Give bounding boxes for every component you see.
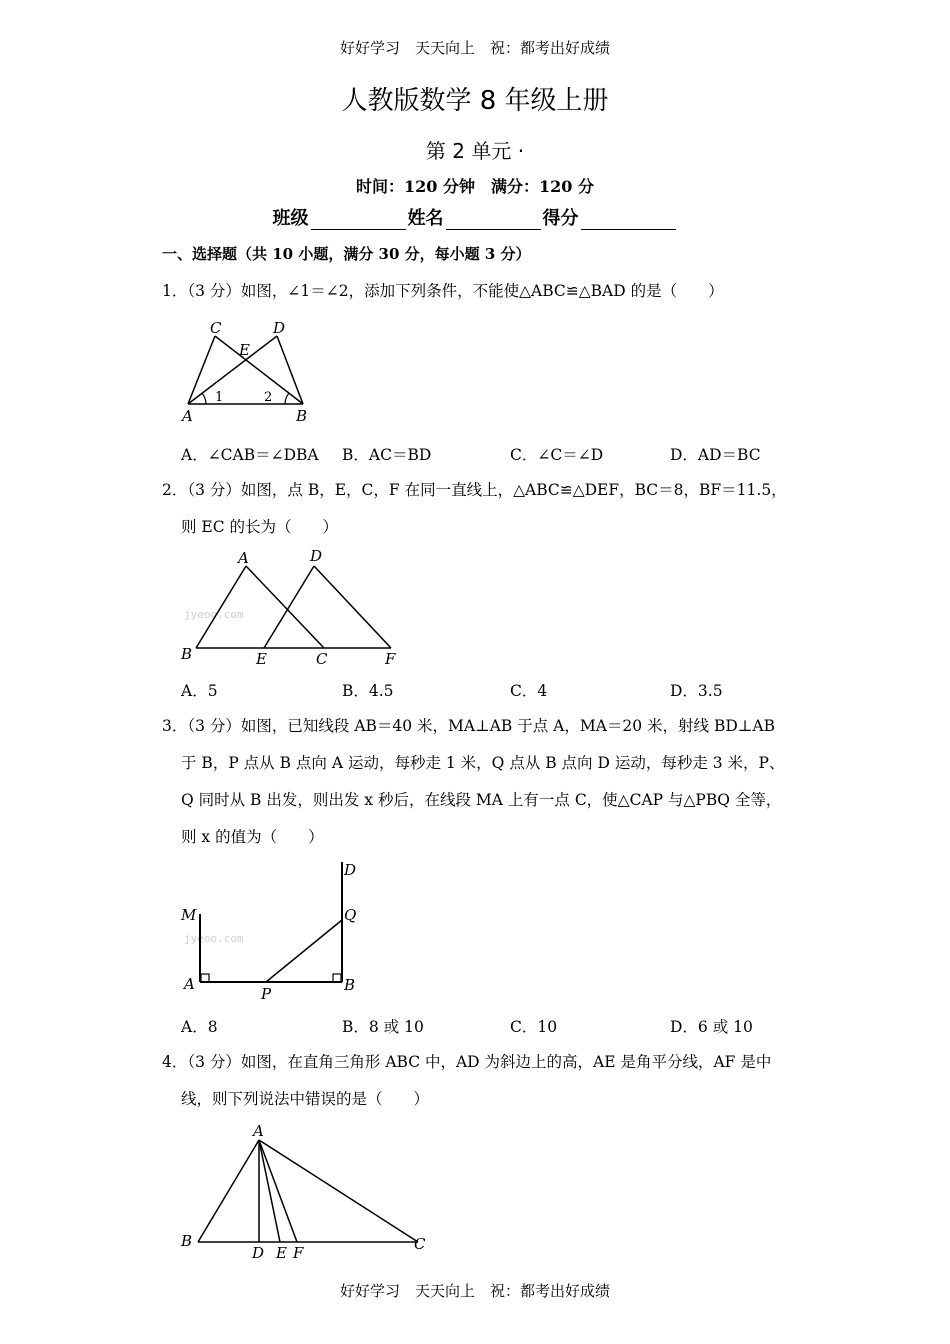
q2-option-d[interactable]: D．3.5 — [670, 682, 723, 700]
label-d: D — [310, 547, 323, 565]
label-d: D — [344, 861, 357, 879]
time-score: 时间：120 分钟 满分：120 分 — [356, 177, 594, 196]
label-a: A — [184, 975, 195, 993]
label-c: C — [210, 319, 222, 337]
q3-option-d[interactable]: D．6 或 10 — [670, 1018, 753, 1036]
question-3-line-2: 于 B，P 点从 B 点向 A 运动，每秒走 1 米，Q 点从 B 点向 D 运动，每秒走 3 米，P、 — [181, 754, 785, 772]
page-title: 人教版数学 8 年级上册 — [341, 86, 609, 116]
question-3-line-1: 3．（3 分）如图，已知线段 AB＝40 米，MA⊥AB 于点 A，MA＝20 米，射线 BD⊥AB — [162, 717, 775, 735]
label-c: C — [414, 1235, 426, 1253]
question-2-line-1: 2．（3 分）如图，点 B，E，C，F 在同一直线上，△ABC≌△DEF，BC＝8，BF＝11.5， — [162, 481, 787, 499]
label-e: E — [256, 650, 267, 668]
class-blank[interactable] — [311, 211, 406, 230]
label-c: C — [316, 650, 328, 668]
question-1-figure — [180, 315, 330, 427]
question-4-line-1: 4．（3 分）如图，在直角三角形 ABC 中，AD 为斜边上的高，AE 是角平分线，AF 是中 — [162, 1053, 772, 1071]
q3-option-c[interactable]: C．10 — [510, 1018, 558, 1036]
label-m: M — [181, 906, 197, 924]
name-blank[interactable] — [446, 211, 541, 230]
question-4-line-2: 线，则下列说法中错误的是（ ） — [181, 1090, 430, 1108]
segment-af — [259, 1140, 297, 1242]
segment-ac — [246, 566, 324, 648]
label-e: E — [276, 1244, 287, 1262]
q2-option-a[interactable]: A．5 — [181, 682, 218, 700]
question-1-text: 1．（3 分）如图，∠1＝∠2，添加下列条件，不能使△ABC≌△BAD 的是（ ） — [162, 282, 724, 300]
label-a: A — [238, 549, 249, 567]
label-b: B — [181, 645, 193, 663]
student-info — [0, 204, 950, 230]
segment-ac — [259, 1140, 418, 1242]
label-b: B — [344, 976, 356, 994]
label-b: B — [181, 1232, 193, 1250]
label-a: A — [253, 1122, 264, 1140]
question-4-figure — [176, 1120, 436, 1265]
score-blank[interactable] — [581, 211, 676, 230]
label-a: A — [182, 407, 193, 425]
segment-ab — [198, 1140, 259, 1242]
question-2-figure — [176, 546, 406, 671]
page-footer: 好好学习 天天向上 祝：都考出好成绩 — [339, 1282, 610, 1300]
question-3-figure — [176, 858, 376, 1003]
label-f: F — [385, 650, 396, 668]
q3-option-a[interactable]: A．8 — [181, 1018, 218, 1036]
page-header: 好好学习 天天向上 祝：都考出好成绩 — [339, 39, 610, 57]
unit-label: 第 2 单元 · — [425, 139, 525, 163]
question-3-line-4: 则 x 的值为（ ） — [181, 828, 324, 846]
name-label: 姓名 — [407, 208, 444, 229]
angle-2-arc — [285, 393, 289, 404]
q3-option-b[interactable]: B．8 或 10 — [342, 1018, 424, 1036]
q2-option-b[interactable]: B．4.5 — [342, 682, 394, 700]
right-angle-b — [333, 974, 341, 982]
label-f: F — [293, 1244, 304, 1262]
label-d: D — [273, 319, 286, 337]
q1-option-c[interactable]: C．∠C＝∠D — [510, 446, 604, 464]
label-b: B — [296, 407, 308, 425]
question-3-line-3: Q 同时从 B 出发，则出发 x 秒后，在线段 MA 上有一点 C，使△CAP 与△PBQ 全等， — [181, 791, 782, 809]
label-d: D — [252, 1244, 265, 1262]
score-label: 得分 — [542, 208, 579, 229]
class-label: 班级 — [272, 208, 309, 229]
watermark: jyeoo.com — [184, 608, 244, 621]
label-p: P — [261, 985, 272, 1003]
label-angle-1: 1 — [215, 390, 224, 405]
angle-1-arc — [202, 393, 206, 404]
label-q: Q — [344, 906, 357, 924]
q2-option-c[interactable]: C．4 — [510, 682, 548, 700]
segment-pq — [266, 920, 342, 982]
q1-option-d[interactable]: D．AD＝BC — [670, 446, 761, 464]
q1-option-a[interactable]: A．∠CAB＝∠DBA — [181, 446, 319, 464]
segment-ae — [259, 1140, 280, 1242]
segment-df — [314, 566, 391, 648]
watermark: jyeoo.com — [184, 932, 244, 945]
right-angle-a — [201, 974, 209, 982]
q1-option-b[interactable]: B．AC＝BD — [342, 446, 432, 464]
segment-ed — [264, 566, 314, 648]
question-2-line-2: 则 EC 的长为（ ） — [181, 518, 339, 536]
section-heading: 一、选择题（共 10 小题，满分 30 分，每小题 3 分） — [162, 245, 531, 263]
label-e: E — [239, 341, 250, 359]
segment-ba — [196, 566, 246, 648]
label-angle-2: 2 — [264, 390, 273, 405]
